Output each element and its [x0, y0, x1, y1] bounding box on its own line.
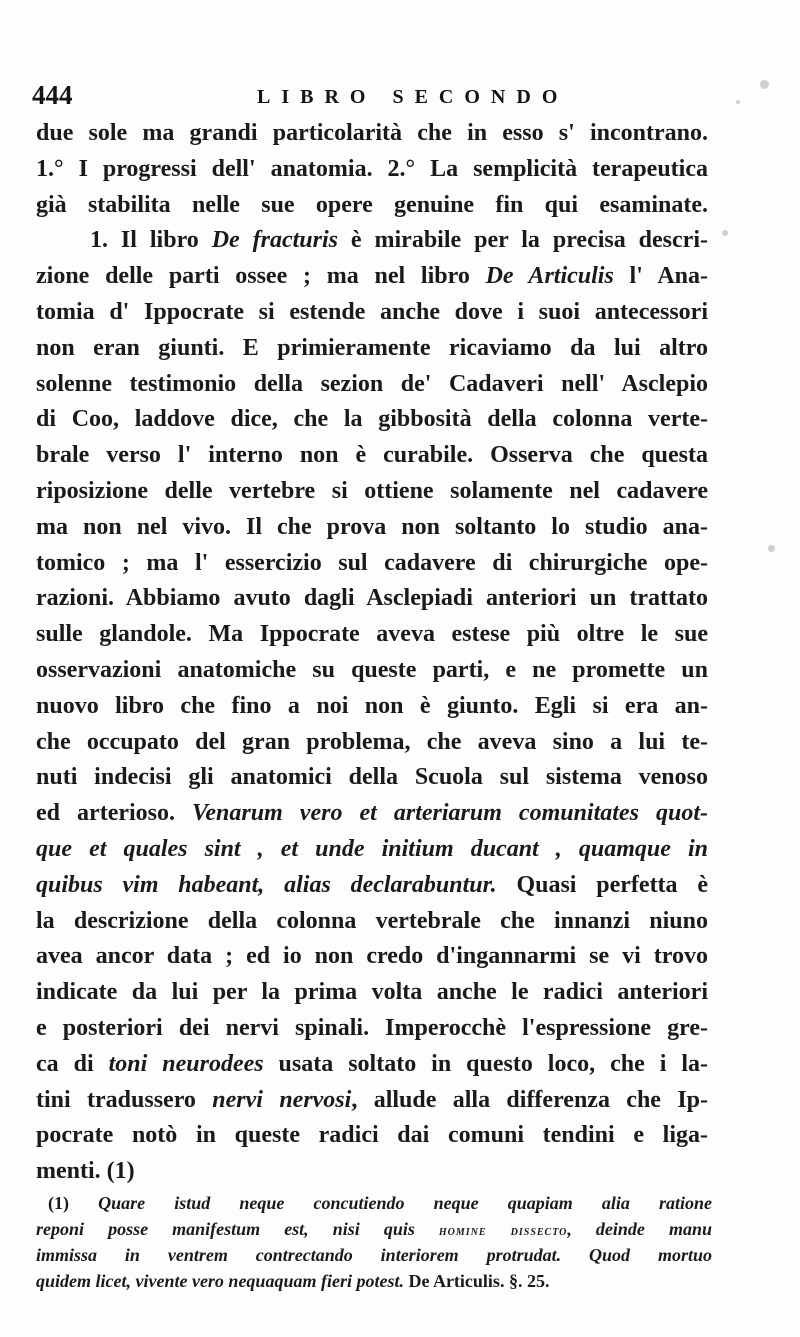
body-text	[36, 116, 708, 1190]
text-line: ed arterioso. Venarum vero et arteriarum comunitates quot-	[36, 800, 708, 827]
text-line: solenne testimonio della sezion de' Cadaveri nell' Asclepio	[36, 370, 708, 397]
text-line: 1.° I progressi dell' anatomia. 2.° La semplicità terapeutica	[36, 155, 708, 182]
text-line: la descrizione della colonna vertebrale che innanzi niuno	[36, 907, 708, 934]
text-line: que et quales sint , et unde initium ducant , quamque in	[36, 835, 708, 862]
text-line: indicate da lui per la prima volta anche le radici anteriori	[36, 979, 708, 1006]
text-line: tini tradussero nervi nervosi, allude alla differenza che Ip-	[36, 1086, 708, 1113]
footnote-text: Quare istud neque concutiendo neque quapiam alia ratione	[98, 1193, 712, 1213]
paper-speck	[722, 230, 728, 236]
text-line: osservazioni anatomiche su queste parti, e ne promette un	[36, 656, 708, 683]
page-number: 444	[32, 80, 73, 110]
text-line: nuovo libro che fino a noi non è giunto. Egli si era an-	[36, 692, 708, 719]
text-line: tomico ; ma l' essercizio sul cadavere di chirurgiche ope-	[36, 549, 708, 576]
text-line: che occupato del gran problema, che aveva sino a lui te-	[36, 728, 708, 755]
text-line: menti. (1)	[36, 1158, 135, 1185]
text-line: avea ancor data ; ed io non credo d'ingannarmi se vi trovo	[36, 943, 708, 970]
footnote-line	[36, 1216, 712, 1242]
text-line: riposizione delle vertebre si ottiene solamente nel cadavere	[36, 477, 708, 504]
footnote-line: immissa in ventrem contrectando interiorem protrudat. Quod mortuo	[36, 1245, 712, 1265]
footnote-text: reponi posse manifestum est, nisi quis	[36, 1219, 439, 1239]
text-line: razioni. Abbiamo avuto dagli Asclepiadi anteriori un trattato	[36, 585, 708, 612]
running-head: LIBRO SECONDO	[257, 86, 569, 108]
text-line: e posteriori dei nervi spinali. Imperocchè l'espressione gre-	[36, 1014, 708, 1041]
footnote-line	[36, 1268, 712, 1294]
footnote-marker: (1)	[48, 1193, 99, 1213]
text-line: due sole ma grandi particolarità che in esso s' incontrano.	[36, 120, 708, 146]
text-line: non eran giunti. E primieramente ricaviamo da lui altro	[36, 334, 708, 361]
text-line: quibus vim habeant, alias declarabuntur. Quasi perfetta è	[36, 871, 709, 898]
text-line: ma non nel vivo. Il che prova non soltanto lo studio ana-	[36, 513, 708, 540]
paper-speck	[768, 545, 775, 552]
text-line: pocrate notò in queste radici dai comuni tendini e liga-	[36, 1122, 708, 1149]
text-line: di Coo, laddove dice, che la gibbosità della colonna verte-	[36, 406, 708, 433]
text-line: nuti indecisi gli anatomici della Scuola sul sistema venoso	[36, 764, 708, 791]
footnote-text: , deinde manu	[567, 1219, 713, 1239]
text-line: tomia d' Ippocrate si estende anche dove i suoi antecessori	[36, 298, 708, 325]
footnote	[36, 1190, 712, 1294]
text-line: brale verso l' interno non è curabile. Osserva che questa	[36, 442, 708, 469]
footnote-text: quidem licet, vivente vero nequaquam fieri potest.	[36, 1271, 409, 1291]
page-header	[32, 80, 712, 120]
text-line: 1. Il libro De fracturis è mirabile per la precisa descri-	[90, 227, 708, 254]
footnote-smallcaps: homine dissecto	[438, 1224, 568, 1239]
footnote-citation: De Articulis. §. 25.	[408, 1271, 550, 1291]
paper-speck	[736, 100, 740, 104]
text-line: zione delle parti ossee ; ma nel libro De Articulis l' Ana-	[36, 263, 708, 290]
footnote-line	[36, 1190, 712, 1216]
text-line: già stabilita nelle sue opere genuine fin qui esaminate.	[36, 191, 708, 218]
text-line: sulle glandole. Ma Ippocrate aveva estese più oltre le sue	[36, 621, 708, 648]
text-line: ca di toni neurodees usata soltato in questo loco, che i la-	[36, 1050, 709, 1077]
paper-speck	[760, 80, 769, 89]
